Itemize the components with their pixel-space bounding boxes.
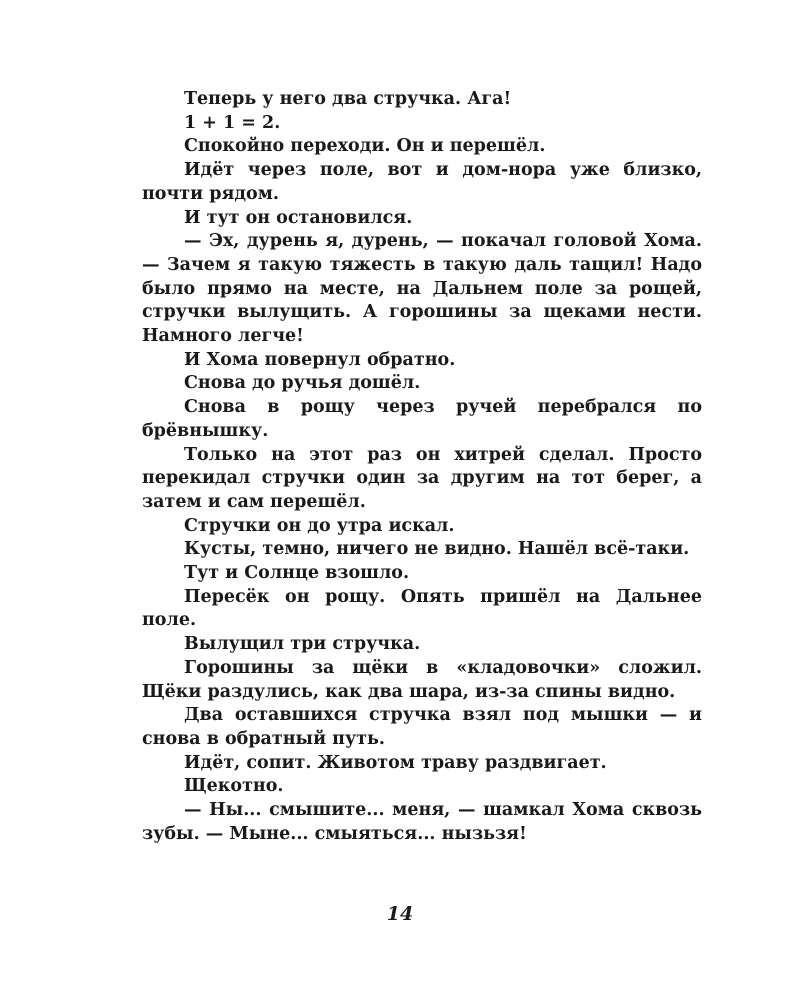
paragraph: — Эх, дурень я, дурень, — покачал головой Хома. — Зачем я такую тяжесть в такую даль тащил! Надо было прямо на месте, на Дальнем поле за рощей, стручки вылущить. А горошины за щеками нести. Намного легче! xyxy=(142,231,702,347)
paragraph: Пересёк он рощу. Опять пришёл на Дальнее поле. xyxy=(142,586,702,631)
paragraph: Кусты, темно, ничего не видно. Нашёл всё-таки. xyxy=(184,539,690,560)
page-number: 14 xyxy=(386,903,414,925)
paragraph: Спокойно переходи. Он и перешёл. xyxy=(184,136,546,157)
paragraph: Идёт через поле, вот и дом-нора уже близко, почти рядом. xyxy=(142,160,702,204)
paragraph: Идёт, сопит. Животом траву раздвигает. xyxy=(184,752,607,773)
paragraph: Вылущил три стручка. xyxy=(184,634,421,655)
paragraph: 1 + 1 = 2. xyxy=(184,112,281,133)
page-text xyxy=(142,88,702,847)
paragraph: Щекотно. xyxy=(184,776,284,797)
paragraph: Горошины за щёки в «кладовочки» сложил. Щёки раздулись, как два шара, из-за спины видно. xyxy=(142,657,702,702)
paragraph: Два оставшихся стручка взял под мышки — и снова в обратный путь. xyxy=(142,705,702,749)
paragraph: — Ны... смышите... меня, — шамкал Хома сквозь зубы. — Мыне... смыяться... нызьзя! xyxy=(142,800,702,844)
paragraph: Тут и Солнце взошло. xyxy=(184,563,410,584)
paragraph: Теперь у него два стручка. Ага! xyxy=(184,89,512,109)
paragraph: И Хома повернул обратно. xyxy=(184,349,456,370)
paragraph: И тут он остановился. xyxy=(184,207,413,228)
paragraph: Снова в рощу через ручей перебрался по брёвнышку. xyxy=(142,397,702,441)
paragraph: Только на этот раз он хитрей сделал. Просто перекидал стручки один за другим на тот берег, а затем и сам перешёл. xyxy=(142,444,702,512)
paragraph: Снова до ручья дошёл. xyxy=(184,373,421,394)
paragraph: Стручки он до утра искал. xyxy=(184,515,455,536)
